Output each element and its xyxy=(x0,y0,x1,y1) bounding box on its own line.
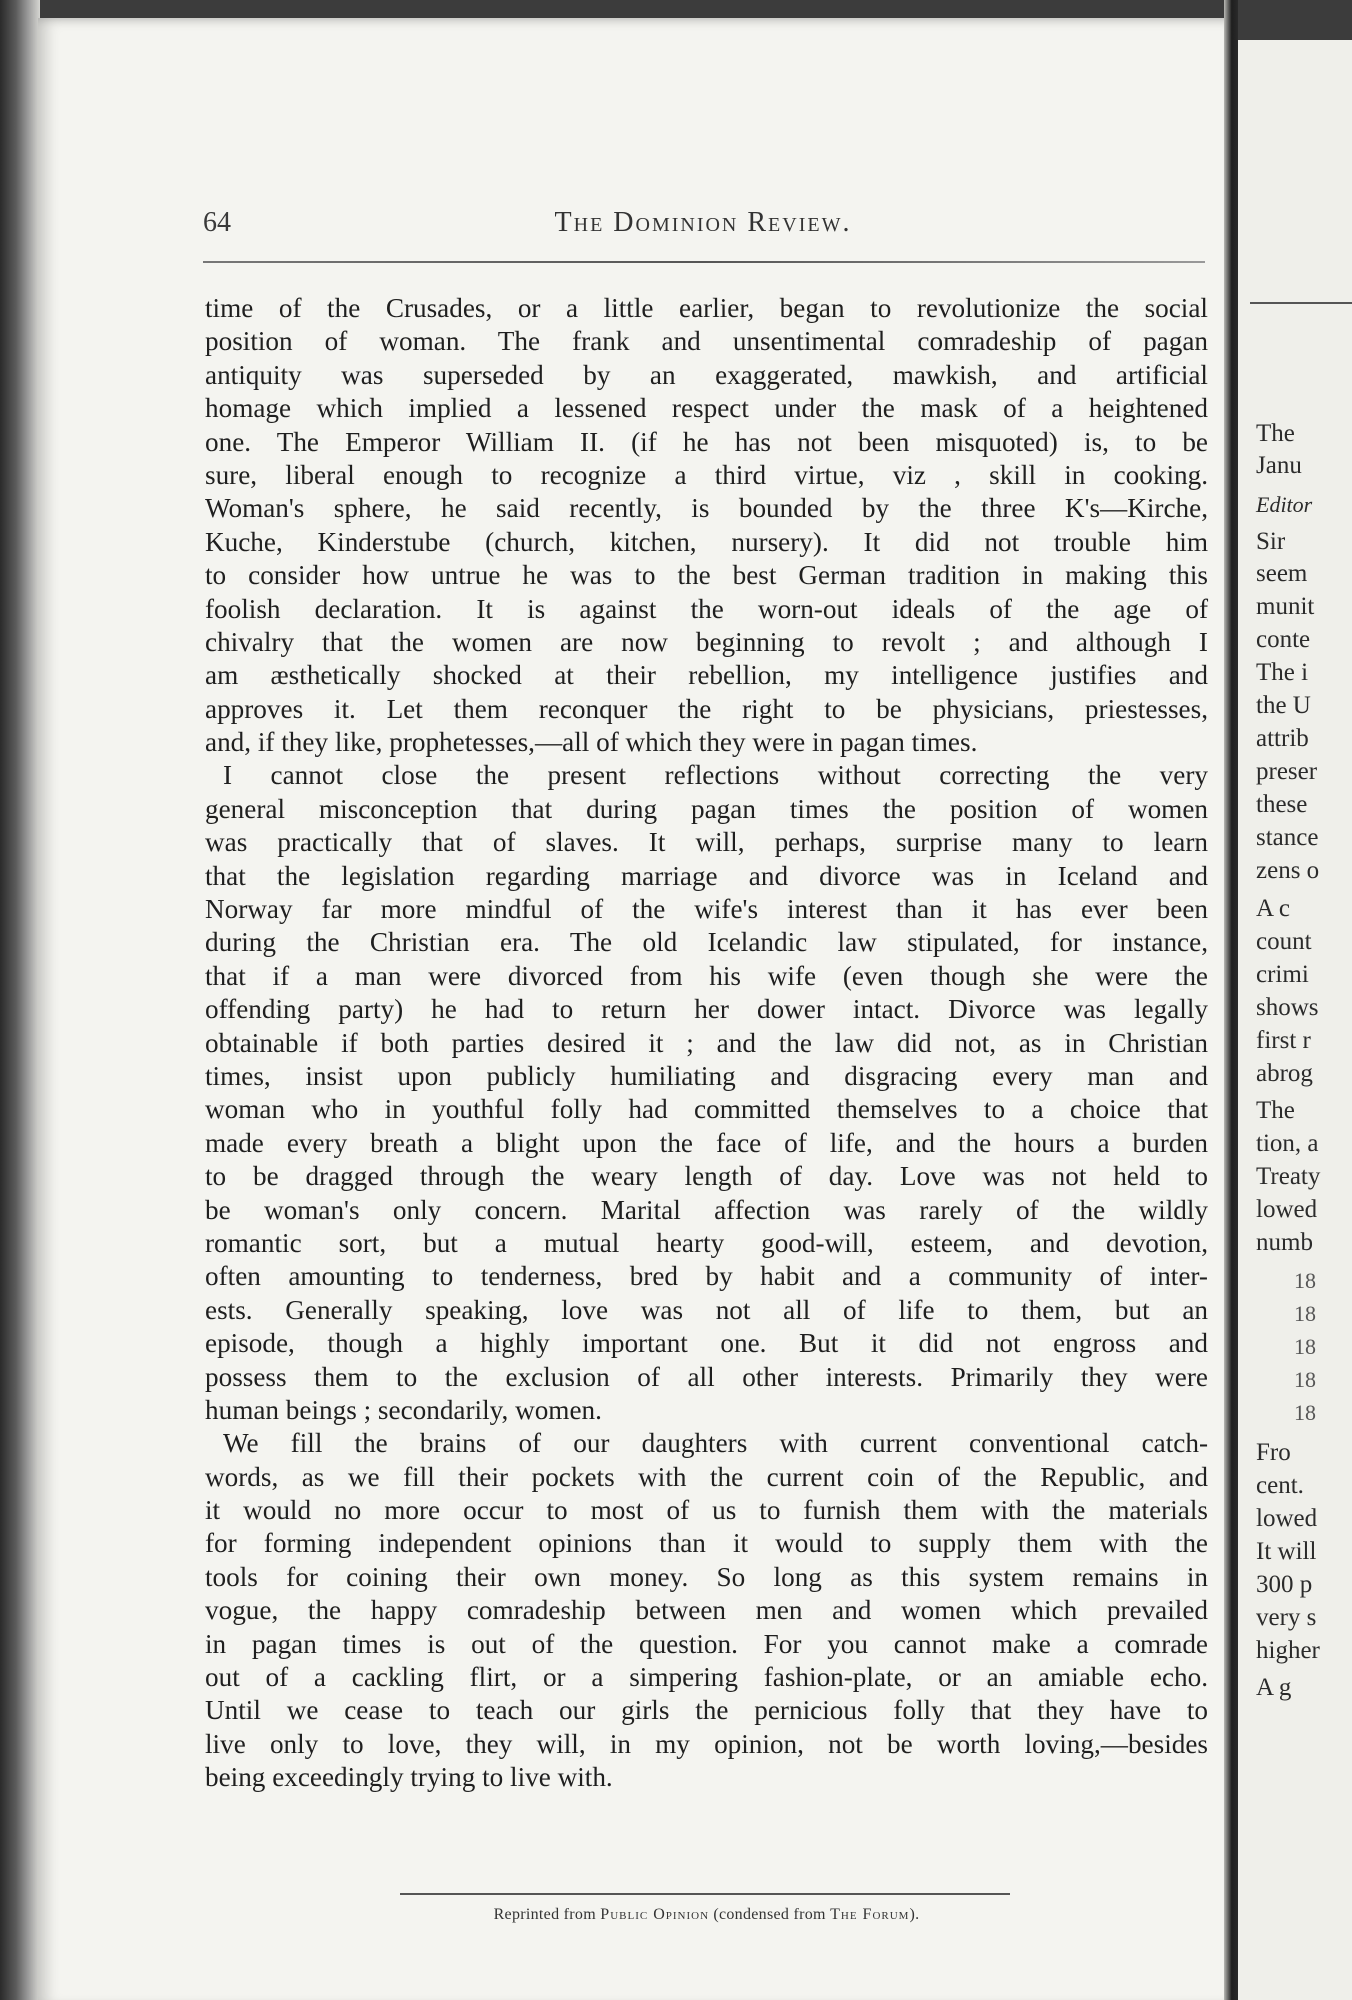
facing-page-fragment: the U xyxy=(1256,692,1311,719)
facing-page-fragment: numb xyxy=(1256,1229,1313,1256)
text-line: that if a man were divorced from his wife (even though she were the xyxy=(205,960,1208,991)
text-line: possess them to the exclusion of all other interests. Primarily they were xyxy=(205,1361,1208,1392)
facing-page-fragment: preser xyxy=(1256,758,1318,785)
text-line: homage which implied a lessened respect under the mask of a heightened xyxy=(205,393,1208,424)
facing-page-fragment: zens o xyxy=(1256,857,1320,884)
facing-page-fragment: higher xyxy=(1256,1637,1320,1664)
text-line: I cannot close the present reflections without correcting the very xyxy=(223,760,1208,791)
facing-page-fragment: Sir xyxy=(1256,528,1286,555)
text-line: position of woman. The frank and unsentimental comradeship of pagan xyxy=(205,326,1208,357)
article-body xyxy=(205,292,1208,1795)
facing-page-fragment: The xyxy=(1256,420,1295,447)
text-line: live only to love, they will, in my opinion, not be worth loving,—besides xyxy=(205,1728,1208,1759)
text-line: to consider how untrue he was to the best German tradition in making this xyxy=(205,560,1208,591)
text-line: that the legislation regarding marriage and divorce was in Iceland and xyxy=(205,860,1208,891)
footer-rule xyxy=(400,1893,1010,1895)
text-line: human beings ; secondarily, women. xyxy=(205,1394,602,1425)
text-line: in pagan times is out of the question. For you cannot make a comrade xyxy=(205,1628,1208,1659)
text-line: We fill the brains of our daughters with current conventional catch- xyxy=(223,1428,1208,1459)
text-line: for forming independent opinions than it would to supply them with the xyxy=(205,1528,1208,1559)
text-line: was practically that of slaves. It will, perhaps, surprise many to learn xyxy=(205,827,1208,858)
facing-page-fragment: shows xyxy=(1256,994,1319,1021)
facing-page-fragment: Fro xyxy=(1256,1439,1291,1466)
facing-page-fragment: A g xyxy=(1256,1674,1292,1701)
facing-page-fragment: The xyxy=(1256,1097,1295,1124)
text-line: time of the Crusades, or a little earlier, began to revolutionize the social xyxy=(205,293,1208,323)
facing-page-fragment: The i xyxy=(1256,659,1309,686)
facing-page-fragment: Janu xyxy=(1256,452,1302,479)
page-number: 64 xyxy=(203,207,231,238)
facing-page-fragment: first r xyxy=(1256,1027,1311,1054)
text-line: being exceedingly trying to live with. xyxy=(205,1762,613,1793)
text-line: Norway far more mindful of the wife's interest than it has ever been xyxy=(205,894,1208,925)
text-line: vogue, the happy comradeship between men and women which prevailed xyxy=(205,1595,1208,1626)
facing-page-fragment: 18 xyxy=(1294,1301,1316,1326)
facing-page-fragment: Treaty xyxy=(1256,1163,1321,1190)
facing-page-fragment: count xyxy=(1256,928,1312,955)
facing-page-fragment: 18 xyxy=(1294,1268,1316,1293)
facing-page-fragment: 18 xyxy=(1294,1367,1316,1392)
facing-page xyxy=(1238,40,1352,2000)
facing-page-fragment: Editor xyxy=(1256,492,1313,517)
facing-page-fragment: tion, a xyxy=(1256,1130,1319,1157)
facing-page-fragment: A c xyxy=(1256,895,1291,922)
text-line: am æsthetically shocked at their rebellion, my intelligence justifies and xyxy=(205,660,1208,691)
text-line: obtainable if both parties desired it ; and the law did not, as in Christian xyxy=(205,1027,1208,1058)
text-line: words, as we fill their pockets with the current coin of the Republic, and xyxy=(205,1461,1208,1492)
text-line: out of a cackling flirt, or a simpering fashion-plate, or an amiable echo. xyxy=(205,1662,1208,1693)
facing-page-fragment: seem xyxy=(1256,560,1308,587)
facing-page-fragment: It will xyxy=(1256,1538,1317,1565)
reprint-suffix: ). xyxy=(909,1906,920,1923)
journal-title: The Dominion Review. xyxy=(554,207,852,238)
text-line: it would no more occur to most of us to furnish them with the materials xyxy=(205,1495,1208,1526)
reprint-origin: The Forum xyxy=(830,1906,910,1923)
text-line: and, if they like, prophetesses,—all of which they were in pagan times. xyxy=(205,727,978,758)
facing-page-fragment: crimi xyxy=(1256,961,1309,988)
facing-page-fragment: cent. xyxy=(1256,1472,1304,1499)
header-rule xyxy=(203,261,1205,263)
text-line: sure, liberal enough to recognize a third virtue, viz , skill in cooking. xyxy=(205,459,1208,490)
facing-page-fragment: attrib xyxy=(1256,725,1309,752)
text-line: general misconception that during pagan times the position of women xyxy=(205,793,1208,824)
facing-page-fragment: these xyxy=(1256,791,1308,818)
text-line: ests. Generally speaking, love was not all of life to them, but an xyxy=(205,1294,1208,1325)
facing-page-fragment: 18 xyxy=(1294,1400,1316,1425)
facing-page-fragment: lowed xyxy=(1256,1505,1318,1532)
reprint-credit xyxy=(205,1906,1208,1924)
text-line: to be dragged through the weary length of day. Love was not held to xyxy=(205,1161,1208,1192)
text-line: woman who in youthful folly had committed themselves to a choice that xyxy=(205,1094,1208,1125)
text-line: antiquity was superseded by an exaggerated, mawkish, and artificial xyxy=(205,359,1208,390)
text-line: one. The Emperor William II. (if he has not been misquoted) is, to be xyxy=(205,426,1208,457)
text-line: tools for coining their own money. So long as this system remains in xyxy=(205,1561,1208,1592)
reprint-prefix: Reprinted from xyxy=(493,1906,596,1923)
facing-page-fragment: conte xyxy=(1256,626,1311,653)
text-line: during the Christian era. The old Icelandic law stipulated, for instance, xyxy=(205,927,1208,958)
book-gutter xyxy=(1224,0,1238,2000)
text-line: Woman's sphere, he said recently, is bounded by the three K's—Kirche, xyxy=(205,493,1208,524)
text-line: be woman's only concern. Marital affection was rarely of the wildly xyxy=(205,1194,1208,1225)
facing-page-fragment: very s xyxy=(1256,1604,1317,1631)
text-line: often amounting to tenderness, bred by habit and a community of inter- xyxy=(205,1261,1208,1292)
running-head xyxy=(203,207,1203,245)
book-edge xyxy=(0,0,40,2000)
text-line: chivalry that the women are now beginning to revolt ; and although I xyxy=(205,626,1208,657)
text-line: episode, though a highly important one. But it did not engross and xyxy=(205,1328,1208,1359)
text-line: Kuche, Kinderstube (church, kitchen, nursery). It did not trouble him xyxy=(205,526,1208,557)
facing-page-fragment: munit xyxy=(1256,593,1315,620)
reprint-source: Public Opinion xyxy=(600,1906,710,1923)
facing-page-fragment: lowed xyxy=(1256,1196,1318,1223)
text-line: made every breath a blight upon the face of life, and the hours a burden xyxy=(205,1127,1208,1158)
facing-page-fragment: 18 xyxy=(1294,1334,1316,1359)
text-line: times, insist upon publicly humiliating and disgracing every man and xyxy=(205,1060,1208,1091)
facing-page-fragment: stance xyxy=(1256,824,1319,851)
text-line: romantic sort, but a mutual hearty good-will, esteem, and devotion, xyxy=(205,1227,1208,1258)
text-line: foolish declaration. It is against the worn-out ideals of the age of xyxy=(205,593,1208,624)
text-line: Until we cease to teach our girls the pernicious folly that they have to xyxy=(205,1695,1208,1726)
facing-page-rule xyxy=(1250,302,1352,304)
text-line: offending party) he had to return her dower intact. Divorce was legally xyxy=(205,994,1208,1025)
text-line: approves it. Let them reconquer the right to be physicians, priestesses, xyxy=(205,693,1208,724)
facing-page-fragment: 300 p xyxy=(1256,1571,1313,1598)
facing-page-fragment: abrog xyxy=(1256,1060,1313,1087)
reprint-middle: (condensed from xyxy=(713,1906,826,1923)
